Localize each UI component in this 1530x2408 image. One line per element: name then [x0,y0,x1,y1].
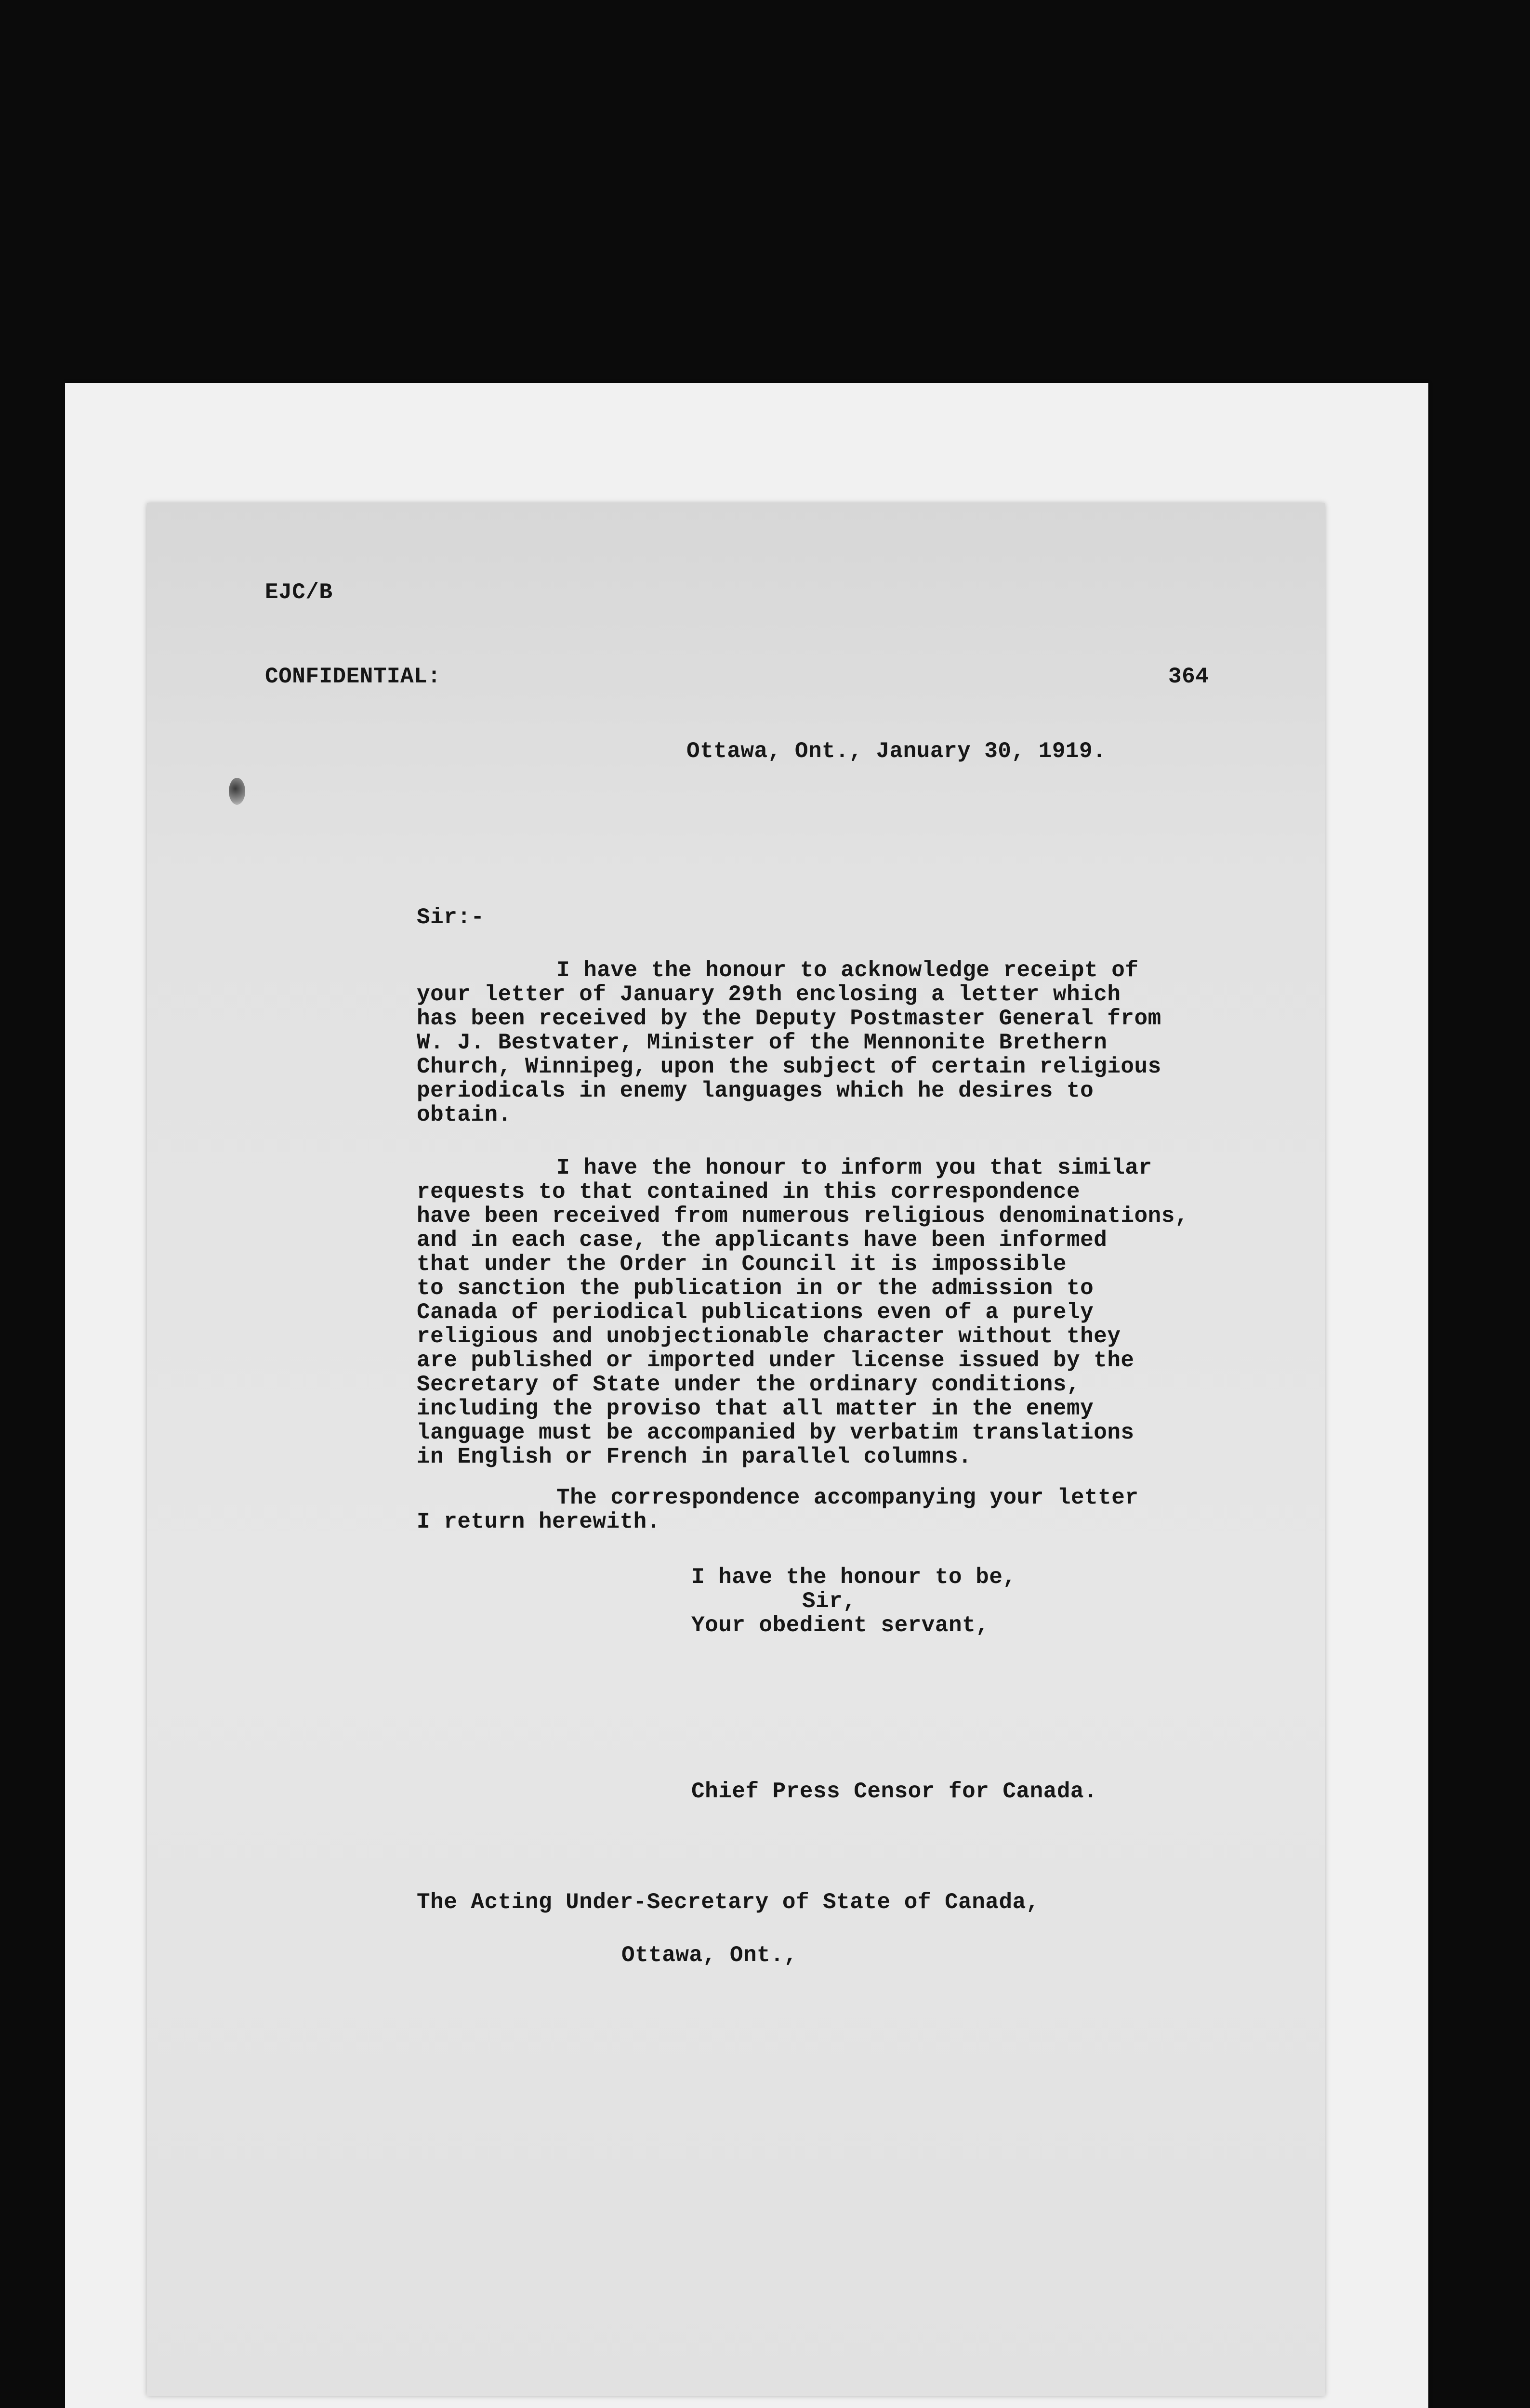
letter-sheet [147,503,1325,2396]
paragraph-line: have been received from numerous religious denominations, [417,1204,1188,1229]
paragraph-line: religious and unobjectionable character without they [417,1324,1121,1349]
signature-title: Chief Press Censor for Canada. [691,1779,1098,1804]
paragraph-line: I return herewith. [417,1509,660,1534]
paragraph-line: The correspondence accompanying your letter [556,1485,1139,1510]
paragraph-acknowledgement [417,958,1255,1127]
paragraph-return [417,1486,1255,1534]
paragraph-information [417,1156,1255,1469]
addressee-line: The Acting Under-Secretary of State of Canada, [417,1890,1040,1915]
confidential-heading: CONFIDENTIAL: [265,664,441,689]
closing-line: Sir, [802,1589,857,1614]
paragraph-line: periodicals in enemy languages which he desires to [417,1078,1094,1103]
page-number: 364 [1168,664,1209,689]
paragraph-line: has been received by the Deputy Postmaster General from [417,1006,1161,1031]
date-line: Ottawa, Ont., January 30, 1919. [686,739,1107,764]
paragraph-line: obtain. [417,1102,512,1127]
paragraph-line: I have the honour to acknowledge receipt of [556,958,1139,983]
paragraph-line: including the proviso that all matter in the enemy [417,1396,1094,1421]
paragraph-line: and in each case, the applicants have been informed [417,1228,1108,1253]
paragraph-line: Secretary of State under the ordinary conditions, [417,1372,1081,1397]
closing-line: Your obedient servant, [691,1613,989,1638]
paragraph-line: requests to that contained in this correspondence [417,1179,1081,1204]
paragraph-line: Canada of periodical publications even of a purely [417,1300,1094,1325]
closing-line: I have the honour to be, [691,1565,1016,1590]
paragraph-line: that under the Order in Council it is impossible [417,1252,1067,1277]
paragraph-line: are published or imported under license issued by the [417,1348,1134,1373]
paragraph-line: W. J. Bestvater, Minister of the Mennonite Brethern [417,1030,1108,1055]
salutation: Sir:- [417,905,485,930]
punch-hole [229,778,245,805]
reference-initials: EJC/B [265,580,333,605]
addressee-line: Ottawa, Ont., [621,1943,798,1968]
paragraph-line: Church, Winnipeg, upon the subject of certain religious [417,1054,1161,1079]
paragraph-line: to sanction the publication in or the admission to [417,1276,1094,1301]
paragraph-line: language must be accompanied by verbatim translations [417,1420,1134,1445]
paragraph-line: in English or French in parallel columns. [417,1444,972,1469]
paragraph-line: your letter of January 29th enclosing a letter which [417,982,1121,1007]
paragraph-line: I have the honour to inform you that similar [556,1155,1152,1180]
